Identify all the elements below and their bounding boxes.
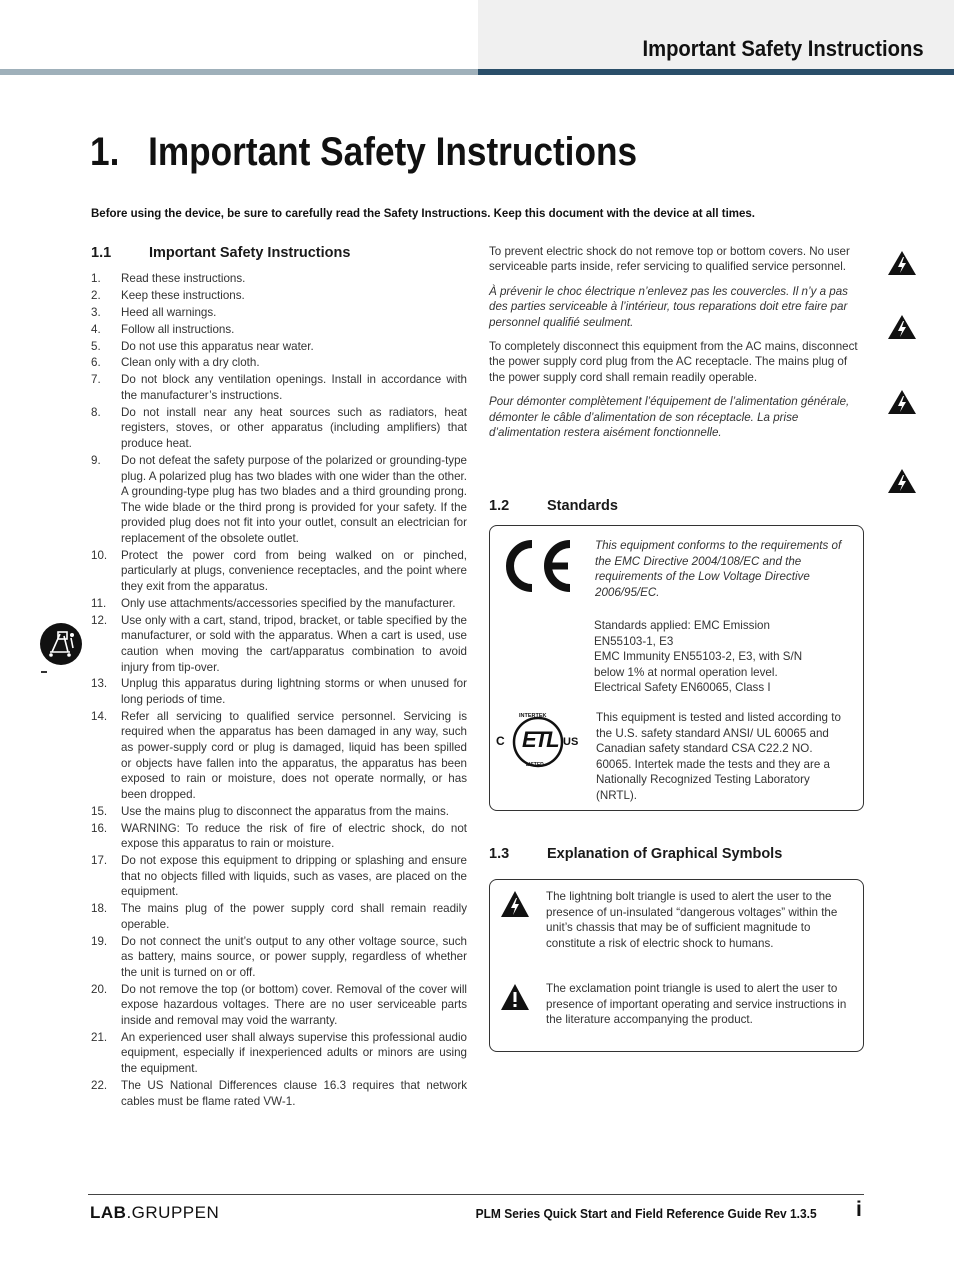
lightning-warning-icon [887,389,917,415]
list-item-text: Use only with a cart, stand, tripod, bracket, or table specified by the manufacturer, or sold with the apparatus. When a cart is used, use caution when moving the cart/apparatus combination to avoid injury from tip-over. [121,613,467,674]
lightning-warning-icon [500,890,530,918]
list-item [91,355,467,371]
standards-line: Electrical Safety EN60065, Class I [594,681,771,694]
list-item-number: 3. [91,305,101,319]
list-item-text: Use the mains plug to disconnect the apparatus from the mains. [121,804,450,818]
list-item [91,613,467,675]
lightning-warning-icon [887,250,917,276]
ce-mark-icon [500,538,576,594]
exclamation-symbol-text: The exclamation point triangle is used to alert the user to presence of important operating and service instructions in the literature accompanying the product. [546,982,847,1026]
list-item-number: 15. [91,804,108,818]
cart-tip-over-icon [38,622,84,676]
list-item-text: Clean only with a dry cloth. [121,356,260,370]
list-item [91,405,467,452]
list-item-number: 16. [91,821,108,835]
list-item [91,821,467,852]
list-item [91,288,467,304]
page-title-number: 1. [90,130,120,174]
list-item [91,339,467,355]
list-item-number: 8. [91,405,101,419]
list-item-text: Do not defeat the safety purpose of the polarized or grounding-type plug. A polarized plug has two blades with one wider than the other. A grounding-type plug has two blades and a third grounding prong. The wide blade or the third prong is provided for your safety. If the provided plug does not fit into your outlet, consult an electrician for replacement of the obsolete outlet. [121,453,467,545]
header-rule-light [0,69,478,75]
list-item-text: Do not install near any heat sources such as radiators, heat registers, stoves, or other apparatus (including amplifiers) that produce heat. [121,405,467,451]
list-item [91,901,467,932]
list-item [91,853,467,900]
list-item [91,548,467,595]
standards-line: EN55103-1, E3 [594,634,674,648]
list-item-number: 12. [91,613,108,627]
list-item [91,1078,467,1109]
list-item-number: 19. [91,934,108,948]
footer-guide-title: PLM Series Quick Start and Field Reference Guide Rev 1.3.5 [476,1206,817,1221]
list-item [91,709,467,803]
ce-conformity-text: This equipment conforms to the requirements of the EMC Directive 2004/108/EC and the requirements of the Low Voltage Directive 2006/95/EC. [595,539,842,599]
list-item [91,676,467,707]
list-item-text: Do not expose this equipment to dripping or splashing and ensure that no objects filled with liquids, such as vases, are placed on the equipment. [121,854,467,899]
list-item-text: An experienced user shall always supervise this professional audio equipment, especially if inexperienced adults or minors are using the equipment. [121,1030,467,1076]
standards-line: below 1% at normal operation level. [594,665,778,679]
shock-warning-fr-1: À prévenir le choc électrique n’enlevez pas les couvercles. Il n’y a pas des parties serviceable à l’intérieur, tous reparations doit etre faire par personnel qualifié seulment. [489,284,848,329]
list-item-number: 10. [91,548,108,562]
list-item-number: 20. [91,982,108,996]
list-item-number: 11. [91,596,107,610]
list-item [91,596,467,612]
list-item-text: WARNING: To reduce the risk of fire of electric shock, do not expose this apparatus to rain or moisture. [121,821,467,851]
list-item-text: Keep these instructions. [121,288,245,302]
list-item-number: 6. [91,356,101,370]
list-item-number: 22. [91,1078,108,1092]
header-rule-dark [478,69,954,75]
list-item-number: 17. [91,854,108,868]
list-item-text: Refer all servicing to qualified service personnel. Servicing is required when the apparatus has been damaged in any way, such as power-supply cord or plug is damaged, liquid has been spilled or objects have fallen into the apparatus, the apparatus has been exposed to rain or moisture, does not operate normally, or has been dropped. [121,709,467,801]
list-item-number: 1. [91,272,101,285]
shock-warning-en-1: To prevent electric shock do not remove top or bottom covers. No user serviceable parts inside, refer servicing to qualified service personnel. [489,245,850,274]
list-item [91,934,467,981]
etl-listed-icon: INTERTEK LISTED C US ETL [496,713,579,768]
page-number: i [856,1198,862,1221]
list-item [91,322,467,338]
list-item-text: Do not use this apparatus near water. [121,339,314,353]
section-1-2-heading: 1.2 Standards [489,498,618,514]
list-item-number: 21. [91,1030,108,1044]
lightning-warning-icon [887,468,917,494]
list-item-text: Do not remove the top (or bottom) cover. Removal of the cover will expose hazardous voltages. There are no user serviceable parts inside and removal may void the warranty. [121,982,467,1027]
list-item-text: Read these instructions. [121,272,246,285]
list-item [91,453,467,547]
shock-warning-en-2: To completely disconnect this equipment from the AC mains, disconnect the power supply cord plug from the AC receptacle. The mains plug of the power supply cord shall remain readily operable. [489,340,858,384]
section-1-3-heading: 1.3 Explanation of Graphical Symbols [489,846,783,862]
standards-line: EMC Immunity EN55103-2, E3, with S/N [594,650,803,663]
exclamation-warning-icon [500,983,530,1011]
lab-gruppen-logo: LAB.GRUPPEN [90,1203,220,1222]
list-item-number: 13. [91,677,108,691]
etl-listing-text: This equipment is tested and listed according to the U.S. safety standard ANSI/ UL 60065 and Canadian safety standard CSA C22.2 NO. 60065. Intertek made the tests and they are a Nationally Recognized Testing Laboratory (NRTL). [596,711,841,802]
list-item-number: 18. [91,902,108,916]
list-item-text: Heed all warnings. [121,305,217,319]
standards-line: Standards applied: EMC Emission [594,619,770,632]
standards-applied-text [594,618,850,696]
list-item-number: 14. [91,709,108,723]
list-item-number: 2. [91,288,101,302]
lightning-warning-icon [887,314,917,340]
list-item-text: Do not block any ventilation openings. Install in accordance with the manufacturer’s instructions. [121,373,467,402]
list-item [91,982,467,1029]
list-item [91,271,467,287]
section-1-1-heading: 1.1 Important Safety Instructions [91,245,351,261]
standards-box [489,525,864,811]
intro-text: Before using the device, be sure to carefully read the Safety Instructions. Keep this document with the device at all times. [91,208,755,220]
list-item-text: Unplug this apparatus during lightning storms or when unused for long periods of time. [121,677,467,706]
list-item-text: Follow all instructions. [121,322,235,336]
safety-instructions-list [91,271,467,1110]
page-title-text: Important Safety Instructions [148,130,638,174]
list-item-text: Protect the power cord from being walked on or pinched, particularly at plugs, convenience receptacles, and the point where they exit from the apparatus. [121,548,467,593]
list-item-text: Only use attachments/accessories specified by the manufacturer. [121,596,456,610]
page-title [90,130,637,175]
list-item [91,372,467,403]
shock-warnings [489,244,865,449]
list-item [91,305,467,321]
header-title: Important Safety Instructions [642,36,924,61]
lightning-symbol-text: The lightning bolt triangle is used to alert the user to the presence of un-insulated “dangerous voltages” within the unit’s chassis that may be of sufficient magnitude to constitute a risk of electric shock to humans. [546,890,838,950]
symbols-box [489,879,864,1052]
list-item-number: 7. [91,373,101,387]
list-item-text: Do not connect the unit’s output to any other voltage source, such as battery, mains source, or power supply, regardless of whether the unit is turned on or off. [121,934,467,979]
list-item-number: 9. [91,453,101,467]
list-item [91,804,467,820]
list-item [91,1030,467,1077]
shock-warning-fr-2: Pour démonter complètement l’équipement de l’alimentation générale, démonter le câble d’alimentation de son réceptacle. La prise d’alimentation restera aisément fonctionnelle. [489,395,850,440]
list-item-text: The US National Differences clause 16.3 requires that network cables must be flame rated VW-1. [121,1078,467,1108]
footer-rule [88,1194,864,1195]
list-item-text: The mains plug of the power supply cord shall remain readily operable. [121,902,467,931]
list-item-number: 4. [91,322,101,336]
list-item-number: 5. [91,339,101,353]
